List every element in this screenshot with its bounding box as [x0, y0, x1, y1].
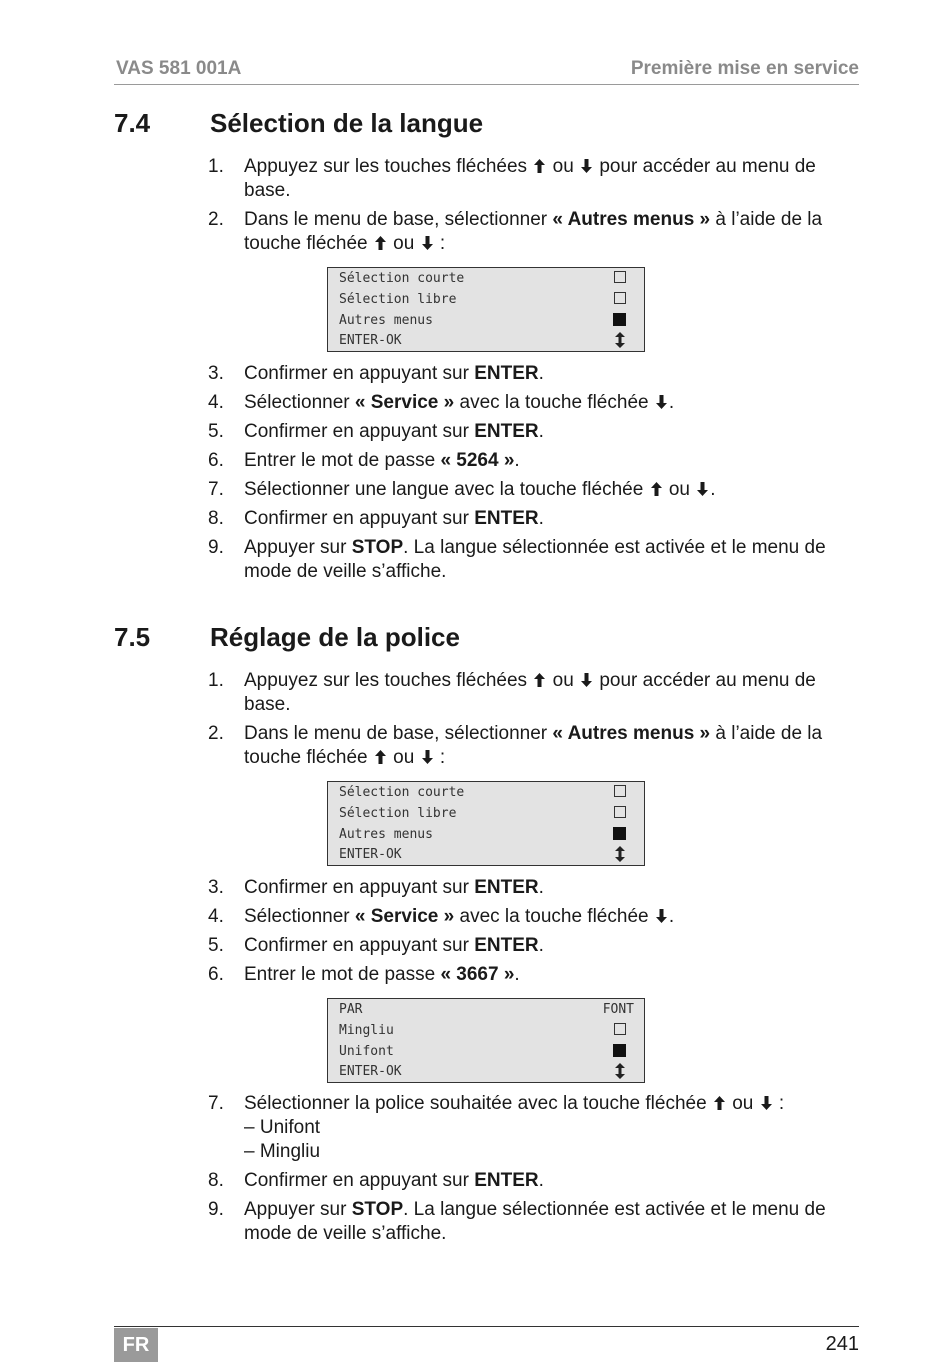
section-number: 7.5: [114, 622, 151, 652]
lcd-row: [339, 844, 634, 865]
step-number: 8.: [208, 508, 224, 529]
step-text: Confirmer en appuyant sur: [244, 363, 469, 384]
step: [208, 420, 856, 444]
step: [208, 669, 856, 717]
lcd-row: [339, 1020, 634, 1041]
step-text: Confirmer en appuyant sur: [244, 1170, 469, 1191]
lcd-row-label: Mingliu: [339, 1023, 394, 1038]
checkbox-empty-icon: [614, 271, 626, 283]
step: [208, 934, 856, 958]
step-number: 3.: [208, 363, 224, 384]
arrow-down-icon: [656, 909, 667, 923]
step: [208, 722, 856, 770]
lcd-row-label: ENTER-OK: [339, 847, 402, 862]
option-item: – Mingliu: [244, 1141, 321, 1162]
step-text: . La langue sélectionnée est activée et le menu de mode de veille s’affiche.: [244, 1199, 826, 1244]
up-down-arrow-icon: [614, 846, 626, 862]
step-text: ou: [393, 233, 415, 254]
arrow-up-icon: [375, 750, 386, 764]
lcd-row: [339, 1041, 634, 1062]
step-number: 3.: [208, 877, 224, 898]
step-text: Confirmer en appuyant sur: [244, 877, 469, 898]
step-text: .: [538, 363, 544, 384]
arrow-down-icon: [422, 750, 433, 764]
steps-list-7-5-cont: [208, 876, 856, 992]
steps-list-7-5: [208, 669, 856, 775]
step-text: :: [778, 1093, 785, 1114]
checkbox-filled-icon: [613, 313, 626, 326]
language-tab: FR: [114, 1328, 158, 1362]
lcd-row-label: Autres menus: [339, 313, 433, 328]
step: [208, 362, 856, 386]
step-emphasis: STOP: [351, 1199, 404, 1220]
header-chapter: Première mise en service: [630, 58, 859, 79]
step-text: .: [538, 1170, 544, 1191]
step-emphasis: ENTER: [474, 508, 539, 529]
step: [208, 876, 856, 900]
arrow-up-icon: [714, 1096, 725, 1110]
step-emphasis: « 5264 »: [440, 450, 515, 471]
steps-list-7-4-cont: [208, 362, 856, 589]
checkbox-empty-icon: [614, 806, 626, 818]
arrow-down-icon: [581, 673, 592, 687]
step-text: ou: [552, 156, 574, 177]
step-text: ou: [668, 479, 690, 500]
step-text: .: [668, 392, 675, 413]
arrow-up-icon: [375, 236, 386, 250]
step-text: .: [514, 450, 520, 471]
lcd-row: [339, 310, 634, 331]
lcd-row: [339, 782, 634, 803]
step: [208, 155, 856, 203]
step-text: Sélectionner une langue avec la touche fléchée: [244, 479, 644, 500]
step-text: Confirmer en appuyant sur: [244, 421, 469, 442]
step-emphasis: STOP: [351, 537, 404, 558]
arrow-down-icon: [761, 1096, 772, 1110]
step-number: 5.: [208, 935, 224, 956]
lcd-row-label: Sélection courte: [339, 785, 465, 800]
checkbox-filled-icon: [613, 1044, 626, 1057]
header-divider: [114, 84, 859, 85]
lcd-row-label: Sélection courte: [339, 271, 465, 286]
step-text: avec la touche fléchée: [459, 392, 649, 413]
step-text: Appuyez sur les touches fléchées: [244, 670, 528, 691]
lcd-row-label: Sélection libre: [339, 806, 457, 821]
step-emphasis: « Service »: [354, 906, 455, 927]
step-text: ou: [732, 1093, 754, 1114]
step-text: Appuyer sur: [244, 1199, 347, 1220]
step-text: Confirmer en appuyant sur: [244, 935, 469, 956]
step-text: à l’aide de la touche fléchée: [244, 209, 823, 254]
step-number: 9.: [208, 537, 224, 558]
arrow-up-icon: [534, 673, 545, 687]
lcd-row-label: ENTER-OK: [339, 333, 402, 348]
arrow-down-icon: [697, 482, 708, 496]
option-item: – Unifont: [244, 1117, 321, 1138]
lcd-row-label: Unifont: [339, 1044, 394, 1059]
arrow-down-icon: [581, 159, 592, 173]
step-text: à l’aide de la touche fléchée: [244, 723, 823, 768]
step: [208, 208, 856, 256]
step-text: Sélectionner: [244, 392, 350, 413]
step-text: .: [538, 421, 544, 442]
lcd-row: [339, 330, 634, 351]
step-text: . La langue sélectionnée est activée et le menu de mode de veille s’affiche.: [244, 537, 826, 582]
step-number: 2.: [208, 209, 224, 230]
step-emphasis: « Service »: [354, 392, 455, 413]
step-number: 8.: [208, 1170, 224, 1191]
step: [208, 507, 856, 531]
step: [208, 1169, 856, 1193]
step-text: Sélectionner: [244, 906, 350, 927]
arrow-up-icon: [534, 159, 545, 173]
step-text: Confirmer en appuyant sur: [244, 508, 469, 529]
steps-list-7-4: [208, 155, 856, 261]
step-text: ou: [552, 670, 574, 691]
step-number: 4.: [208, 906, 224, 927]
step-text: Dans le menu de base, sélectionner: [244, 209, 548, 230]
step-number: 6.: [208, 964, 224, 985]
step-emphasis: ENTER: [474, 1170, 539, 1191]
section-7-5-heading: [114, 622, 460, 653]
step-number: 6.: [208, 450, 224, 471]
footer-divider: [114, 1326, 859, 1327]
step-number: 9.: [208, 1199, 224, 1220]
arrow-down-icon: [656, 395, 667, 409]
lcd-row: [339, 289, 634, 310]
step: [208, 963, 856, 987]
step: [208, 1198, 856, 1246]
step-text: .: [538, 935, 544, 956]
step-number: 1.: [208, 156, 224, 177]
step-text: Entrer le mot de passe: [244, 450, 436, 471]
step-text: pour accéder au menu de base.: [244, 156, 816, 201]
arrow-down-icon: [422, 236, 433, 250]
lcd-display-font-menu: [327, 998, 645, 1083]
step-text: .: [710, 479, 716, 500]
step-number: 7.: [208, 479, 224, 500]
lcd-row-label: Autres menus: [339, 827, 433, 842]
lcd-row: [339, 803, 634, 824]
page-number: 241: [825, 1333, 859, 1355]
up-down-arrow-icon: [614, 332, 626, 348]
step-emphasis: ENTER: [474, 363, 539, 384]
steps-list-7-5-end: [208, 1092, 856, 1251]
step-emphasis: ENTER: [474, 935, 539, 956]
step: [208, 391, 856, 415]
step-text: pour accéder au menu de base.: [244, 670, 816, 715]
step: [208, 449, 856, 473]
lcd-row-label: ENTER-OK: [339, 1064, 402, 1079]
step: [208, 905, 856, 929]
step-text: ou: [393, 747, 415, 768]
section-title: Réglage de la police: [210, 622, 460, 652]
step-text: .: [514, 964, 520, 985]
header-doc-code: VAS 581 001A: [116, 58, 242, 79]
arrow-up-icon: [651, 482, 662, 496]
step: [208, 1092, 856, 1164]
lcd-row-label: Sélection libre: [339, 292, 457, 307]
section-7-4-heading: [114, 108, 483, 139]
step-text: .: [538, 877, 544, 898]
checkbox-empty-icon: [614, 292, 626, 304]
step-text: Dans le menu de base, sélectionner: [244, 723, 548, 744]
lcd-row: [339, 999, 634, 1020]
lcd-display-main-menu: [327, 267, 645, 352]
step-text: Appuyer sur: [244, 537, 347, 558]
step-emphasis: ENTER: [474, 877, 539, 898]
checkbox-empty-icon: [614, 1023, 626, 1035]
lcd-row: [339, 1061, 634, 1082]
step-number: 1.: [208, 670, 224, 691]
lcd-row: [339, 824, 634, 845]
step-text: .: [538, 508, 544, 529]
step: [208, 536, 856, 584]
lcd-row-right-label: FONT: [602, 1002, 634, 1017]
step-text: avec la touche fléchée: [459, 906, 649, 927]
option-list: [244, 1116, 856, 1164]
up-down-arrow-icon: [614, 1063, 626, 1079]
checkbox-filled-icon: [613, 827, 626, 840]
step-text: :: [439, 747, 446, 768]
section-title: Sélection de la langue: [210, 108, 484, 138]
step-emphasis: « Autres menus »: [552, 723, 711, 744]
step-emphasis: « 3667 »: [440, 964, 515, 985]
lcd-row-label: PAR: [339, 1002, 363, 1017]
step-text: Appuyez sur les touches fléchées: [244, 156, 528, 177]
step-number: 4.: [208, 392, 224, 413]
section-number: 7.4: [114, 108, 151, 138]
step-text: .: [668, 906, 675, 927]
step-text: :: [439, 233, 446, 254]
step-text: Sélectionner la police souhaitée avec la touche fléchée: [244, 1093, 707, 1114]
checkbox-empty-icon: [614, 785, 626, 797]
step-emphasis: « Autres menus »: [552, 209, 711, 230]
step-number: 5.: [208, 421, 224, 442]
lcd-row: [339, 268, 634, 289]
step-text: Entrer le mot de passe: [244, 964, 436, 985]
step-number: 2.: [208, 723, 224, 744]
lcd-display-main-menu: [327, 781, 645, 866]
step-number: 7.: [208, 1093, 224, 1114]
step: [208, 478, 856, 502]
step-emphasis: ENTER: [474, 421, 539, 442]
